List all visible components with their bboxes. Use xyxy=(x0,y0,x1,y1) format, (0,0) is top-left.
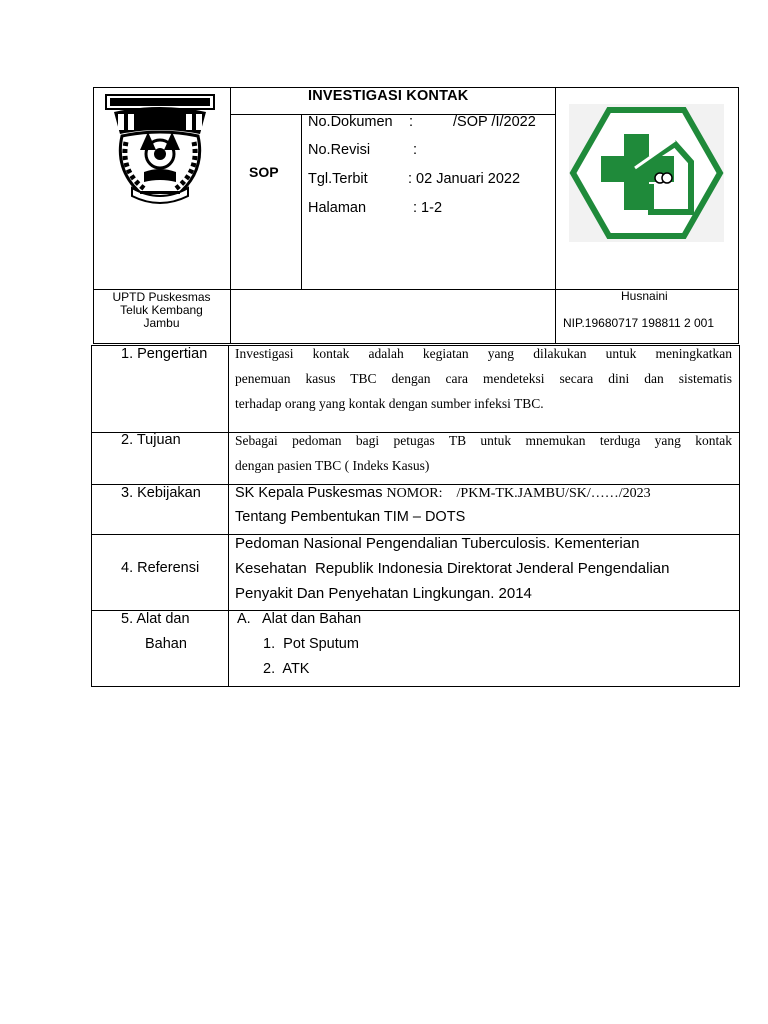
tgl-terbit-value: : 02 Januari 2022 xyxy=(408,171,521,187)
tgl-terbit-label: Tgl.Terbit xyxy=(308,171,368,187)
list-item: 2. ATK xyxy=(263,661,310,677)
no-dokumen-label: No.Dokumen xyxy=(308,114,393,130)
alat-label-line1: 5. Alat dan xyxy=(121,611,190,627)
kebijakan-label: 3. Kebijakan xyxy=(121,485,201,501)
list-item: 1. Pot Sputum xyxy=(263,636,359,652)
tujuan-label: 2. Tujuan xyxy=(121,432,181,448)
pengertian-label: 1. Pengertian xyxy=(121,346,208,362)
regency-emblem-icon xyxy=(104,92,216,208)
no-revisi-label: No.Revisi xyxy=(308,142,371,158)
alat-heading: A. Alat dan Bahan xyxy=(237,611,362,627)
no-revisi-sep: : xyxy=(413,142,418,158)
referensi-label: 4. Referensi xyxy=(121,560,200,576)
sop-label: SOP xyxy=(249,164,279,180)
alat-label-line2: Bahan xyxy=(145,636,187,652)
halaman-label: Halaman xyxy=(308,200,367,216)
document-title: INVESTIGASI KONTAK xyxy=(308,88,469,104)
signer-nip: NIP.19680717 198811 2 001 xyxy=(563,316,715,330)
halaman-value: : 1-2 xyxy=(413,200,443,216)
signer-name: Husnaini xyxy=(621,289,668,303)
no-dokumen-sep: : xyxy=(409,114,414,130)
no-dokumen-value: /SOP /I/2022 xyxy=(453,114,536,130)
puskesmas-logo-icon xyxy=(569,104,724,242)
